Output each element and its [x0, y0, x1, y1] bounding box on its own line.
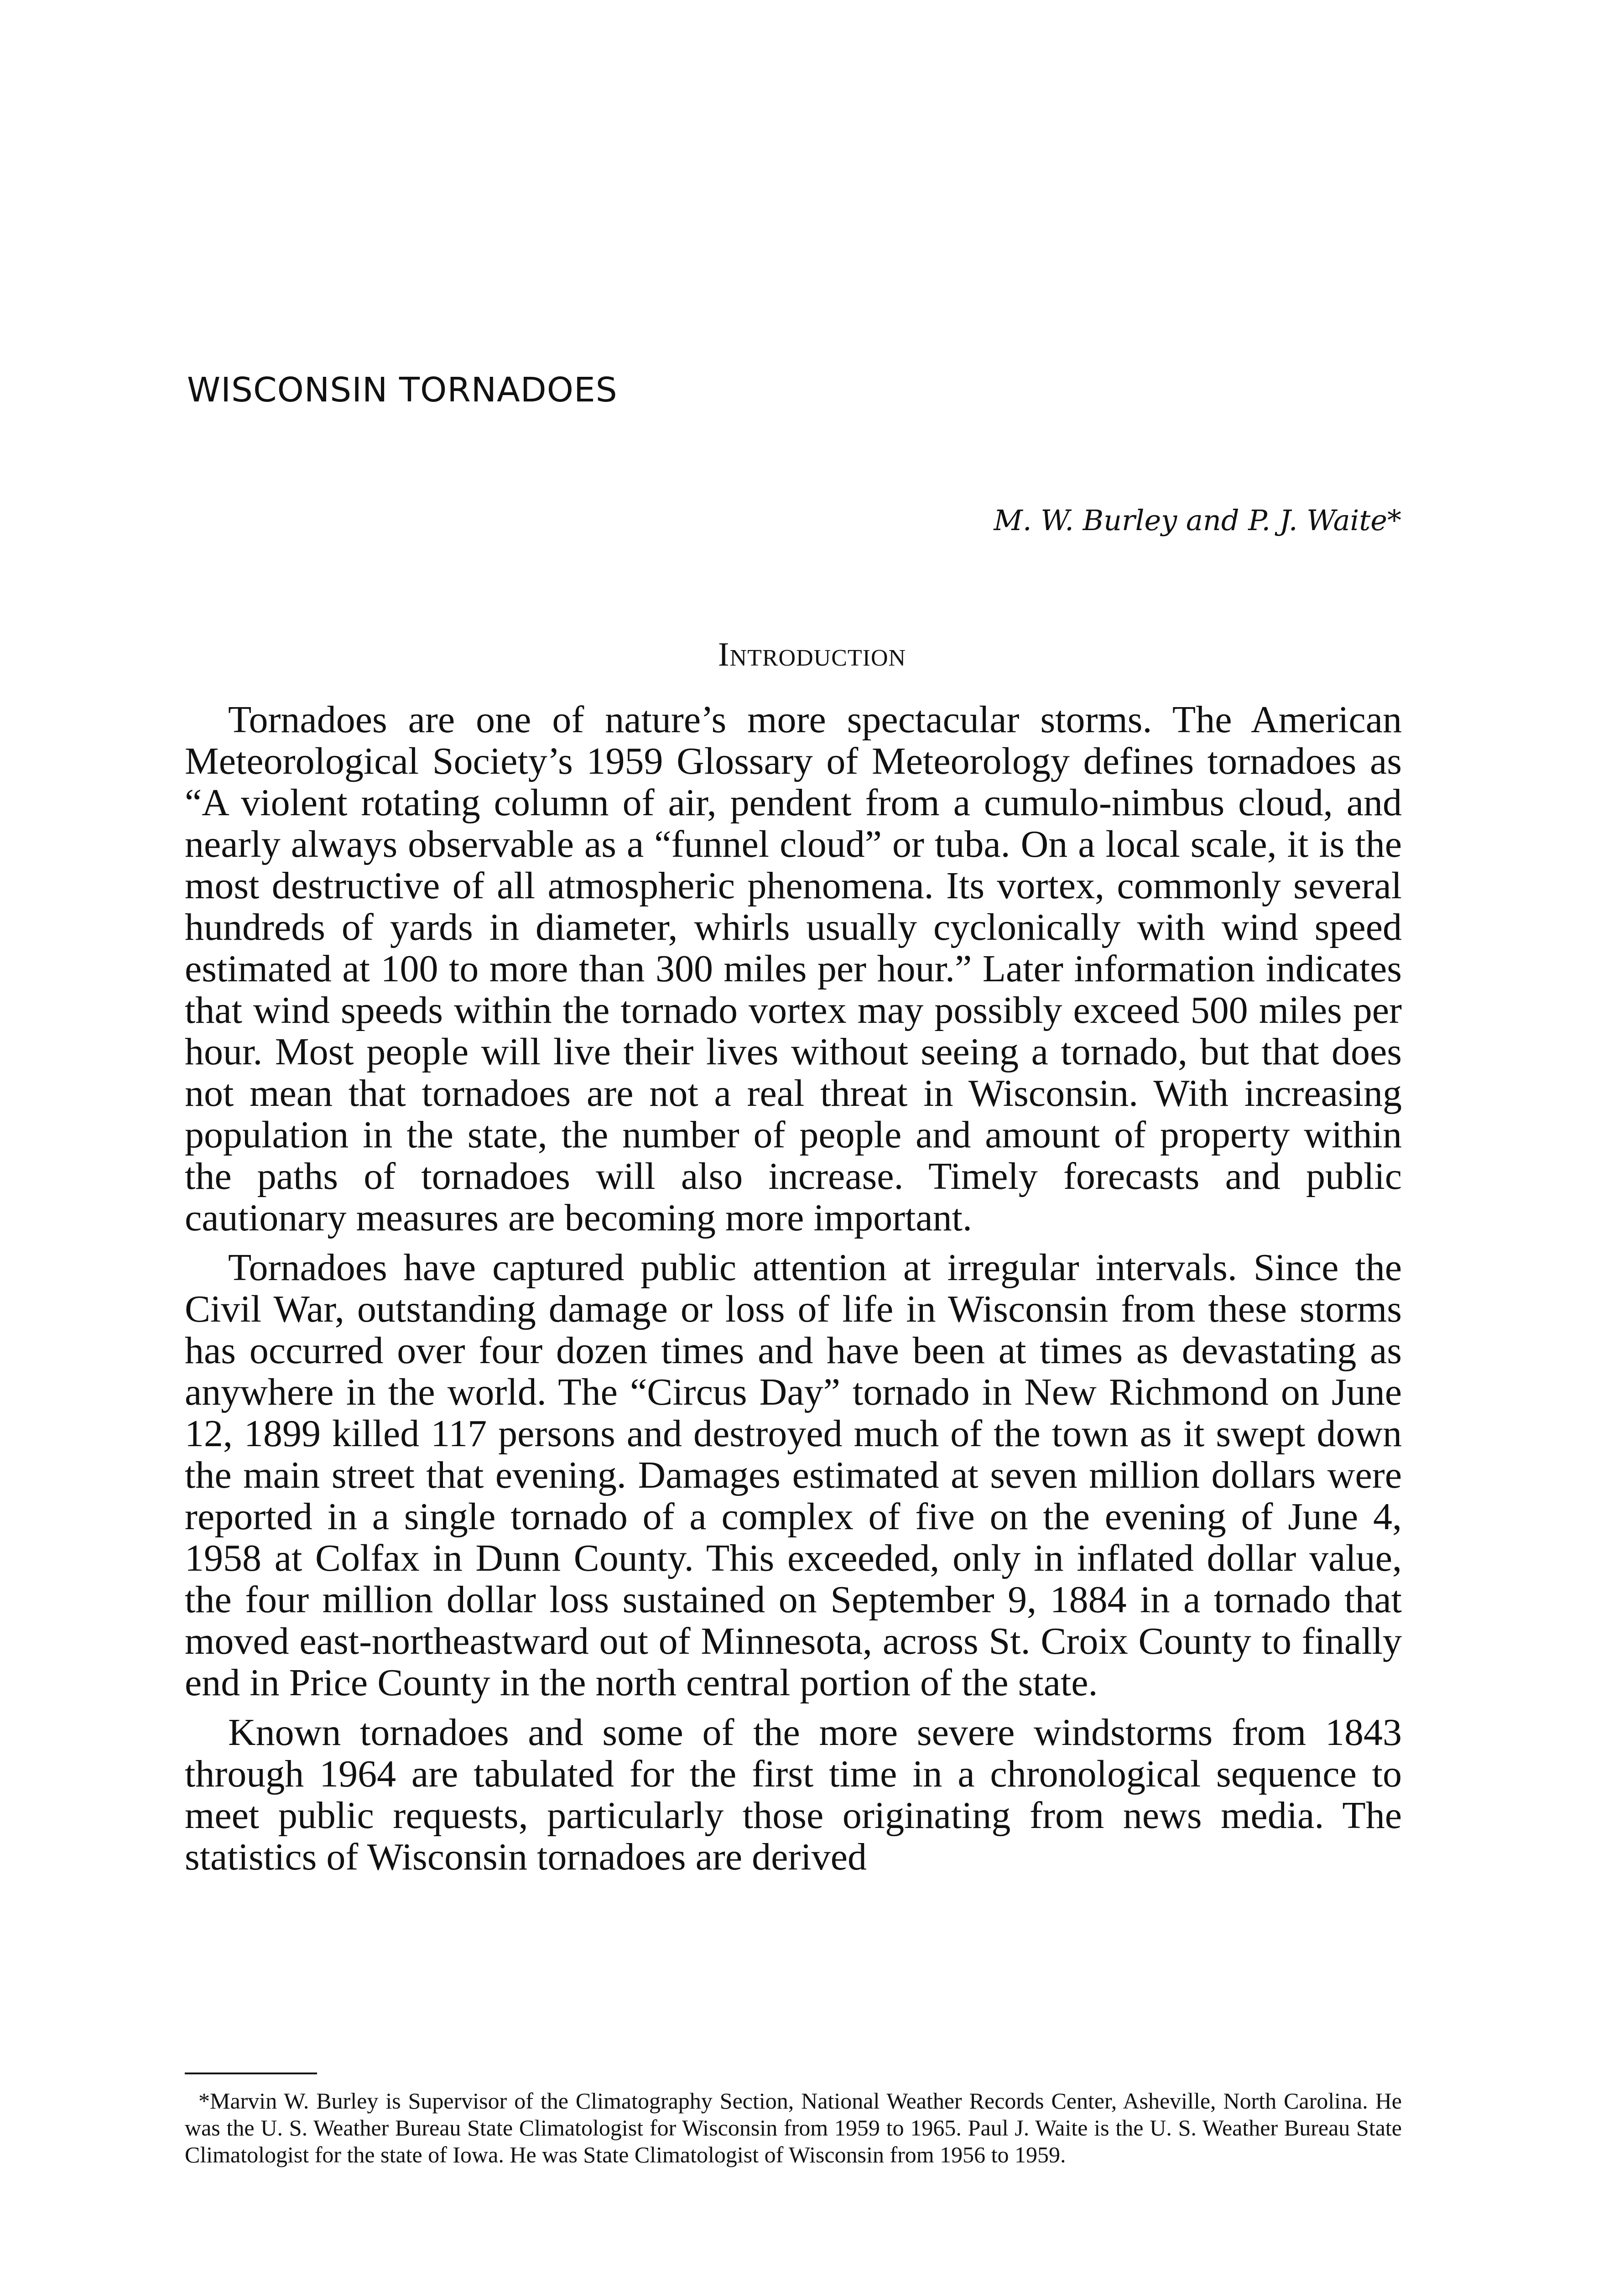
body-paragraph: Tornadoes are one of nature’s more spectacular storms. The American Meteorological Society’s 1959 Glossary of Meteorology defines tornadoes as “A violent rotating column of air, pendent from a cumulo-nimbus cloud, and nearly always observable as a “funnel cloud” or tuba. On a local scale, it is the most destructive of all atmospheric phenomena. Its vortex, commonly several hundreds of yards in diameter, whirls usually cyclonically with wind speed estimated at 100 to more than 300 miles per hour.” Later information indicates that wind speeds within the tornado vortex may possibly exceed 500 miles per hour. Most people will live their lives without seeing a tornado, but that does not mean that tornadoes are not a real threat in Wisconsin. With increasing population in the state, the number of people and amount of property within the paths of tornadoes will also increase. Timely forecasts and public cautionary measures are becoming more important. [185, 698, 1402, 1239]
author-byline: M. W. Burley and P. J. Waite* [994, 504, 1401, 537]
section-heading: Introduction [718, 636, 906, 673]
footnote: *Marvin W. Burley is Supervisor of the Climatography Section, National Weather Records Center, Asheville, North Carolina. He was the U. S. Weather Bureau State Climatologist for Wisconsin from 1959 to 1965. Paul J. Waite is the U. S. Weather Bureau State Climatologist for the state of Iowa. He was State Climatologist of Wisconsin from 1956 to 1959. [185, 2088, 1402, 2167]
article-title: WISCONSIN TORNADOES [187, 370, 618, 410]
footnote-divider [185, 2073, 317, 2074]
body-paragraph: Known tornadoes and some of the more severe windstorms from 1843 through 1964 are tabulated for the first time in a chronological sequence to meet public requests, particularly those originating from news media. The statistics of Wisconsin tornadoes are derived [185, 1711, 1402, 1878]
body-paragraph: Tornadoes have captured public attention at irregular intervals. Since the Civil War, outstanding damage or loss of life in Wisconsin from these storms has occurred over four dozen times and have been at times as devastating as anywhere in the world. The “Circus Day” tornado in New Richmond on June 12, 1899 killed 117 persons and destroyed much of the town as it swept down the main street that evening. Damages estimated at seven million dollars were reported in a single tornado of a complex of five on the evening of June 4, 1958 at Colfax in Dunn County. This exceeded, only in inflated dollar value, the four million dollar loss sustained on September 9, 1884 in a tornado that moved east-northeastward out of Minnesota, across St. Croix County to finally end in Price County in the north central portion of the state. [185, 1246, 1402, 1704]
article-body [185, 699, 1402, 1886]
